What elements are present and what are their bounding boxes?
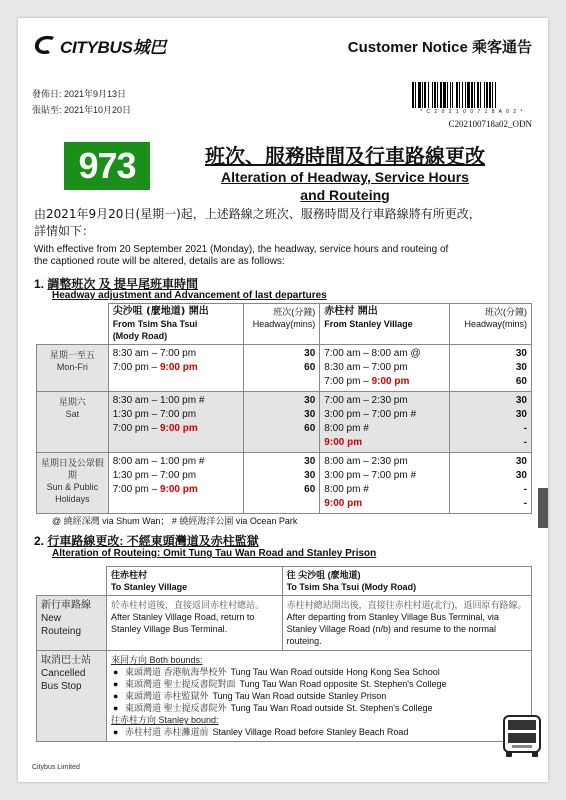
intro-chinese-line2: 詳情如下： (34, 224, 95, 238)
bullet-icon: ● (112, 667, 119, 677)
section2-number: 2. (34, 534, 45, 548)
header-from-sv-en: From Stanley Village (324, 319, 413, 329)
title-chinese: 班次、服務時間及行車路線更改 (205, 144, 485, 168)
bullet-icon: ● (112, 679, 119, 689)
headway-value: 60 (515, 376, 527, 387)
title-english-line1: Alteration of Headway, Service Hours (221, 169, 469, 185)
new-routeing-label-en2: Routeing (41, 626, 82, 637)
headway-table (36, 303, 532, 514)
stop-name-zh: 東頭灣道 聖士提反書院外 (124, 703, 227, 713)
headway-value: - (523, 484, 527, 495)
time-text: 1:30 pm – 7:00 pm (112, 409, 197, 420)
day-type-cell (37, 453, 109, 514)
new-routeing-to-sv-en: After Stanley Village Road, return to Stanley Village Bus Terminal. (110, 612, 255, 634)
headway-table-header (37, 304, 532, 345)
times-sv (320, 453, 450, 514)
last-departure-time: 9:00 pm (159, 423, 198, 434)
stop-name-zh: 東頭灣道 聖士提反書院對面 (124, 679, 236, 689)
new-routeing-to-tst-en: After departing from Stanley Village Bus Terminal, via Stanley Village Road (n/b) and resume to the normal routeing. (286, 612, 499, 646)
day-type-en: Mon-Fri (56, 362, 88, 372)
time-text: 8:00 am – 1:00 pm # (112, 456, 205, 467)
expiry-date: 張貼至: 2021年10月20日 (32, 105, 132, 115)
stanley-bound-heading: 往赤柱方向 Stanley bound: (110, 715, 219, 725)
header-headway-zh: 班次(分鐘) (273, 307, 316, 317)
time-text: 7:00 pm – (112, 362, 160, 373)
route-number-badge: 973 (64, 142, 150, 190)
new-routeing-label-en1: New (41, 613, 62, 624)
headway-tst (244, 345, 320, 392)
new-routeing-to-sv-zh: 於赤柱村道後，直接返回赤柱村總站。 (110, 600, 264, 610)
time-text: 8:00 am – 2:30 pm (324, 456, 408, 467)
section2-subtitle: Alteration of Routeing: Omit Tung Tau Wan Road and Stanley Prison (52, 548, 377, 559)
header-headway-2 (450, 304, 532, 345)
notice-page (18, 18, 548, 782)
route-legend: @ 繞經深灣 via Shum Wan； # 繞經海洋公園 via Ocean Park (52, 516, 298, 526)
new-routeing-label (37, 596, 107, 651)
new-routeing-to-sv (106, 596, 282, 651)
intro-chinese (34, 206, 534, 240)
headway-value: 60 (304, 484, 316, 495)
day-type-zh: 星期日及公眾假期 (40, 458, 104, 480)
stop-name-en: Tung Tau Wan Road outside St. Stephen's College (230, 703, 433, 713)
headway-value: 30 (515, 395, 527, 406)
headway-tst (244, 453, 320, 514)
cancelled-stops-row (37, 651, 532, 742)
routeing-table (36, 566, 532, 742)
time-period (113, 455, 240, 469)
header-blank (37, 304, 109, 345)
schedule-row (37, 392, 532, 453)
headway-value: 30 (304, 470, 316, 481)
headway-value: - (523, 423, 527, 434)
time-period (113, 394, 240, 408)
stanley-bound-stops (111, 726, 527, 738)
header-from-tst-en2: (Mody Road) (112, 331, 168, 341)
times-tst (108, 345, 244, 392)
footer-company: Citybus Limited (32, 764, 80, 771)
section1-number: 1. (34, 277, 45, 291)
headway-value: 30 (304, 348, 316, 359)
schedule-rows (37, 345, 532, 514)
times-sv (320, 345, 450, 392)
cancelled-stop-item (111, 690, 527, 702)
cancelled-stops-label (37, 651, 107, 742)
time-period (324, 375, 445, 389)
barcode-block (412, 82, 532, 129)
header-to-sv-zh: 往赤柱村 (110, 570, 147, 580)
time-period (324, 347, 445, 361)
last-departure-time: 9:00 pm (371, 376, 410, 387)
intro-english-line2: the captioned route will be altered, details are as follows: (34, 256, 285, 267)
day-type-cell (37, 345, 109, 392)
time-period (113, 408, 240, 422)
time-period (324, 497, 445, 511)
bullet-icon: ● (112, 727, 119, 737)
time-text: 7:00 pm – (324, 376, 372, 387)
header-from-tst-en1: From Tsim Sha Tsui (112, 319, 198, 329)
time-text: 8:00 pm # (324, 423, 369, 434)
time-text: 7:00 pm – (112, 423, 160, 434)
headway-value: 30 (515, 470, 527, 481)
headway-sv (450, 392, 532, 453)
section2-title (34, 532, 259, 549)
cancelled-stop-item (111, 666, 527, 678)
stop-name-en: Tung Tau Wan Road opposite St. Stephen's College (239, 679, 447, 689)
last-departure-time: 9:00 pm (324, 498, 363, 509)
time-period (113, 469, 240, 483)
title-english (180, 168, 510, 204)
schedule-row (37, 453, 532, 514)
time-period (113, 347, 240, 361)
headway-value: 30 (515, 456, 527, 467)
time-text: 8:30 am – 1:00 pm # (112, 395, 205, 406)
stop-name-en: Tung Tau Wan Road outside Hong Kong Sea School (230, 667, 440, 677)
day-type-zh: 星期一至五 (49, 350, 95, 360)
cancelled-stops-list (106, 651, 531, 742)
time-period (324, 361, 445, 375)
header-to-sv-en: To Stanley Village (110, 582, 188, 592)
barcode-caption: * C 2 0 2 1 0 0 7 1 8 A 0 2 * (420, 109, 524, 115)
time-period (324, 436, 445, 450)
times-tst (108, 392, 244, 453)
intro-chinese-line1: 由2021年9月20日(星期一)起，上述路線之班次、服務時間及行車路線將有所更改， (34, 207, 481, 221)
time-text: 3:00 pm – 7:00 pm # (324, 409, 417, 420)
times-tst (108, 453, 244, 514)
headway-value: - (523, 437, 527, 448)
day-type-en: Sat (65, 409, 80, 419)
day-type-zh: 星期六 (58, 397, 86, 407)
title-english-line2: and Routeing (300, 187, 390, 203)
header-headway-en: Headway(mins) (464, 319, 527, 329)
time-period (324, 483, 445, 497)
page-edge-tab (538, 488, 548, 528)
stop-name-zh: 東頭灣道 赤柱監獄外 (124, 691, 209, 701)
time-text: 7:00 pm – (112, 484, 160, 495)
bullet-icon: ● (112, 691, 119, 701)
document-code: C202100718a02_ODN (448, 119, 532, 129)
cancelled-label-zh: 取消巴士站 (41, 655, 91, 666)
new-routeing-row (37, 596, 532, 651)
header-from-sv-zh: 赤柱村 開出 (324, 306, 378, 317)
time-text: 7:00 am – 8:00 am @ (324, 348, 421, 359)
time-period (324, 455, 445, 469)
time-text: 8:30 am – 7:00 pm (324, 362, 408, 373)
time-period (324, 394, 445, 408)
logo-text: CITYBUS城巴 (60, 37, 166, 57)
cancelled-stop-item (111, 702, 527, 714)
last-departure-time: 9:00 pm (159, 484, 198, 495)
headway-value: 60 (304, 362, 316, 373)
last-departure-time: 9:00 pm (324, 437, 363, 448)
header-to-tst (282, 567, 531, 596)
stop-name-zh: 赤柱村道 赤柱灘道前 (124, 727, 209, 737)
notice-dates (32, 86, 131, 118)
time-text: 7:00 am – 2:30 pm (324, 395, 408, 406)
headway-value: 60 (304, 423, 316, 434)
cancelled-stop-item (111, 678, 527, 690)
headway-value: - (523, 498, 527, 509)
notice-frame (18, 18, 548, 782)
new-routeing-to-tst (282, 596, 531, 651)
header-to-tst-en: To Tsim Sha Tsui (Mody Road) (286, 582, 417, 592)
time-period (324, 469, 445, 483)
time-period (324, 408, 445, 422)
headway-tst (244, 392, 320, 453)
schedule-row (37, 345, 532, 392)
time-text: 3:00 pm – 7:00 pm # (324, 470, 417, 481)
new-routeing-label-zh: 新行車路線 (41, 600, 91, 611)
header-to-sv (106, 567, 282, 596)
header-headway-1 (244, 304, 320, 345)
citybus-logo (32, 32, 166, 58)
headway-sv (450, 345, 532, 392)
time-text: 1:30 pm – 7:00 pm (112, 470, 197, 481)
intro-english (34, 244, 534, 268)
header-from-tst (108, 304, 244, 345)
section2-title-zh: 行車路線更改: 不經東頭灣道及赤柱監獄 (47, 534, 259, 548)
both-bounds-heading: 來回方向 Both bounds: (110, 655, 203, 665)
header-from-sv (320, 304, 450, 345)
headway-value: 30 (515, 348, 527, 359)
header-from-tst-zh: 尖沙咀 (麼地道) 開出 (112, 306, 209, 317)
notice-title: Customer Notice 乘客通告 (347, 39, 532, 56)
cancelled-label-en2: Bus Stop (41, 681, 82, 692)
barcode-icon (412, 82, 532, 108)
bullet-icon: ● (112, 703, 119, 713)
citybus-swoosh-icon (32, 34, 58, 56)
issue-date: 發佈日: 2021年9月13日 (32, 89, 127, 99)
stop-name-en: Stanley Village Road before Stanley Beach Road (212, 727, 409, 737)
time-period (113, 361, 240, 375)
headway-sv (450, 453, 532, 514)
headway-value: 30 (515, 409, 527, 420)
day-type-cell (37, 392, 109, 453)
new-routeing-to-tst-zh: 赤柱村總站開出後，直接往赤柱村道(北行)，返回原有路線。 (286, 600, 527, 610)
headway-value: 30 (304, 456, 316, 467)
time-text: 8:00 pm # (324, 484, 369, 495)
time-period (324, 422, 445, 436)
headway-value: 30 (515, 362, 527, 373)
header-headway-en: Headway(mins) (252, 319, 316, 329)
routeing-table-header (37, 567, 532, 596)
cancelled-stop-item (111, 726, 527, 738)
time-period (113, 422, 240, 436)
double-decker-bus-icon (502, 714, 542, 758)
intro-english-line1: With effective from 20 September 2021 (Monday), the headway, service hours and routeing of (34, 244, 449, 255)
last-departure-time: 9:00 pm (159, 362, 198, 373)
cancelled-label-en1: Cancelled (41, 668, 86, 679)
day-type-en: Sun & Public Holidays (46, 482, 99, 504)
stop-name-zh: 東頭灣道 香港航海學校外 (124, 667, 227, 677)
time-text: 8:30 am – 7:00 pm (112, 348, 197, 359)
headway-value: 30 (304, 409, 316, 420)
header-blank (37, 567, 107, 596)
time-period (113, 483, 240, 497)
times-sv (320, 392, 450, 453)
section1-title-zh: 調整班次 及 提早尾班車時間 (47, 277, 199, 291)
header-to-tst-zh: 往 尖沙咀 (麼地道) (286, 570, 361, 580)
both-bounds-stops (111, 666, 527, 714)
stop-name-en: Tung Tau Wan Road outside Stanley Prison (212, 691, 387, 701)
header-headway-zh: 班次(分鐘) (485, 307, 527, 317)
section1-subtitle: Headway adjustment and Advancement of last departures (52, 290, 327, 301)
headway-value: 30 (304, 395, 316, 406)
